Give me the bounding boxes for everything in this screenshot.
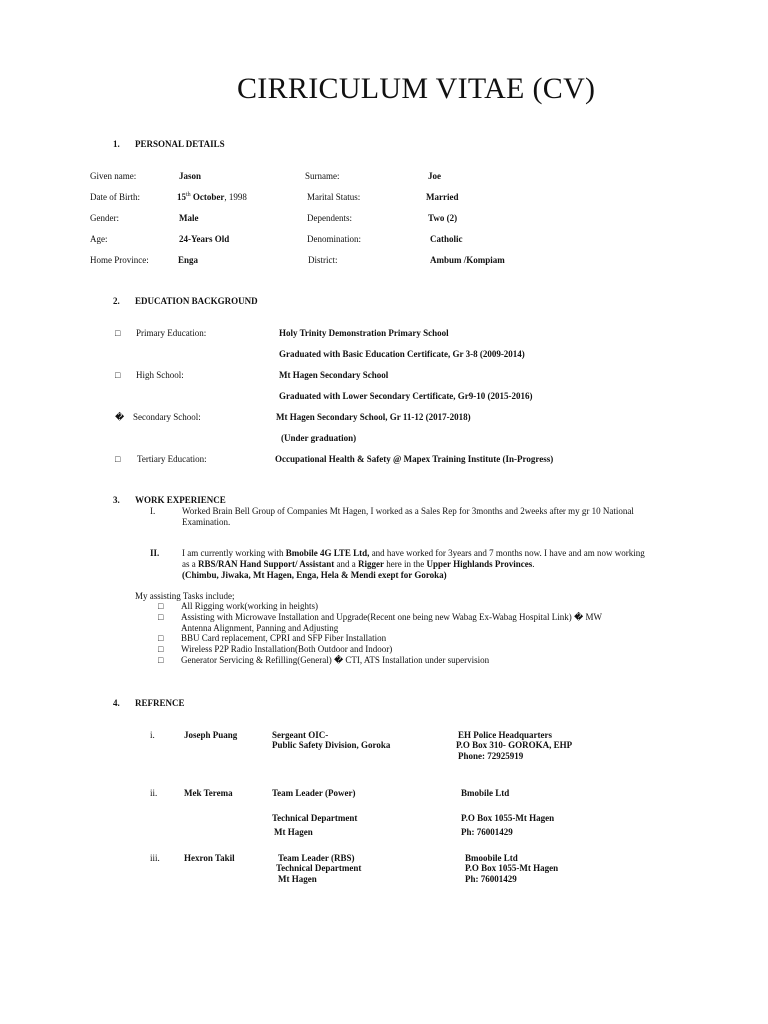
missing-glyph-icon: � <box>115 412 125 422</box>
work-item-1-text: Worked Brain Bell Group of Companies Mt Hagen, I worked as a Sales Rep for 3months and 2weeks after my gr 10 National Examination. <box>182 506 634 527</box>
section-heading-personal: PERSONAL DETAILS <box>135 139 225 149</box>
task-item: Assisting with Microwave Installation and Upgrade(Recent one being new Wabag Ex-Wabag Hospital Link) � MW <box>181 612 603 622</box>
district-value: Ambum /Kompiam <box>430 255 505 265</box>
district-label: District: <box>308 255 338 265</box>
reference-number: ii. <box>150 788 158 798</box>
high-school-label: High School: <box>136 370 184 380</box>
given-name-label: Given name: <box>90 171 137 181</box>
primary-label: Primary Education: <box>136 328 207 338</box>
section-heading-education: EDUCATION BACKGROUND <box>135 296 258 306</box>
dob-month: October <box>190 192 225 202</box>
surname-value: Joe <box>428 171 441 181</box>
section-number-reference: 4. <box>113 698 120 708</box>
work-text: I am currently working with <box>182 548 286 558</box>
reference-name: Joseph Puang <box>184 730 238 740</box>
age-label: Age: <box>90 234 108 244</box>
box-bullet-icon: □ <box>115 370 121 380</box>
section-heading-work: WORK EXPERIENCE <box>135 495 226 505</box>
task-item: Antenna Alignment, Panning and Adjusting <box>181 623 339 633</box>
dob-day: 15 <box>177 192 186 202</box>
work-company: Bmobile 4G LTE Ltd, <box>285 548 370 558</box>
task-item: All Rigging work(working in heights) <box>181 601 318 611</box>
primary-school: Holy Trinity Demonstration Primary School <box>279 328 449 338</box>
work-item-number: II. <box>150 548 160 558</box>
secondary-school: Mt Hagen Secondary School, Gr 11-12 (2017-2018) <box>276 412 471 422</box>
province-value: Enga <box>178 255 199 265</box>
work-text: . <box>532 559 535 569</box>
tertiary-school: Occupational Health & Safety @ Mapex Training Institute (In-Progress) <box>275 454 554 464</box>
box-bullet-icon: □ <box>158 655 164 665</box>
box-bullet-icon: □ <box>158 612 164 622</box>
province-label: Home Province: <box>90 255 149 265</box>
dob-suffix: th <box>186 192 191 198</box>
dob-label: Date of Birth: <box>90 192 140 202</box>
reference-role: Sergeant OIC- <box>272 730 329 740</box>
reference-name: Hexron Takil <box>184 853 235 863</box>
reference-location: Bmobile Ltd <box>461 788 510 798</box>
box-bullet-icon: □ <box>158 633 164 643</box>
given-name-value: Jason <box>179 171 202 181</box>
work-item-number: I. <box>150 506 156 516</box>
reference-role: Technical Department <box>276 863 362 873</box>
box-bullet-icon: □ <box>158 601 164 611</box>
reference-role: Public Safety Division, Goroka <box>272 740 391 750</box>
reference-location: EH Police Headquarters <box>458 730 552 740</box>
reference-location: P.O Box 310- GOROKA, EHP <box>456 740 573 750</box>
reference-number: i. <box>150 730 155 740</box>
reference-location: P.O Box 1055-Mt Hagen <box>465 863 559 873</box>
work-text: and have worked for 3years and 7 months now. I have and am now working as a <box>182 548 645 569</box>
reference-role: Team Leader (Power) <box>272 788 356 798</box>
denomination-label: Denomination: <box>307 234 361 244</box>
reference-location: P.O Box 1055-Mt Hagen <box>461 813 555 823</box>
marital-label: Marital Status: <box>307 192 361 202</box>
reference-phone: Ph: 76001429 <box>465 874 517 884</box>
secondary-label: Secondary School: <box>133 412 201 422</box>
reference-role: Mt Hagen <box>278 874 317 884</box>
reference-location: Bmoobile Ltd <box>465 853 518 863</box>
tertiary-label: Tertiary Education: <box>137 454 207 464</box>
surname-label: Surname: <box>305 171 340 181</box>
box-bullet-icon: □ <box>115 328 121 338</box>
reference-phone: Ph: 76001429 <box>461 827 513 837</box>
work-region: Upper Highlands Provinces <box>426 559 533 569</box>
section-number-work: 3. <box>113 495 120 505</box>
work-provinces: (Chimbu, Jiwaka, Mt Hagen, Enga, Hela & Mendi exept for Goroka) <box>182 570 447 580</box>
box-bullet-icon: □ <box>158 644 164 654</box>
dob-value <box>177 192 247 202</box>
work-text: and a <box>334 559 359 569</box>
document-title: CIRRICULUM VITAE (CV) <box>237 72 596 105</box>
gender-label: Gender: <box>90 213 119 223</box>
box-bullet-icon: □ <box>115 454 121 464</box>
high-school-graduation: Graduated with Lower Secondary Certificate, Gr9-10 (2015-2016) <box>279 391 533 401</box>
tasks-intro: My assisting Tasks include; <box>135 591 235 601</box>
gender-value: Male <box>179 213 199 223</box>
dependents-label: Dependents: <box>307 213 352 223</box>
reference-phone: Phone: 72925919 <box>458 751 524 761</box>
section-heading-reference: REFRENCE <box>135 698 185 708</box>
work-item-2-text <box>182 548 652 581</box>
reference-number: iii. <box>150 853 160 863</box>
age-value: 24-Years Old <box>179 234 230 244</box>
high-school-name: Mt Hagen Secondary School <box>279 370 389 380</box>
secondary-note: (Under graduation) <box>281 433 357 443</box>
reference-role: Team Leader (RBS) <box>278 853 355 863</box>
task-item: Generator Servicing & Refilling(General) � CTI, ATS Installation under supervision <box>181 655 490 665</box>
work-text: here in the <box>384 559 427 569</box>
task-item: Wireless P2P Radio Installation(Both Outdoor and Indoor) <box>181 644 393 654</box>
reference-role: Technical Department <box>272 813 358 823</box>
task-item: BBU Card replacement, CPRI and SFP Fiber Installation <box>181 633 387 643</box>
dob-year: , 1998 <box>224 192 247 202</box>
primary-graduation: Graduated with Basic Education Certificate, Gr 3-8 (2009-2014) <box>279 349 525 359</box>
work-rigger: Rigger <box>358 559 385 569</box>
section-number-personal: 1. <box>113 139 120 149</box>
dependents-value: Two (2) <box>428 213 458 223</box>
section-number-education: 2. <box>113 296 120 306</box>
reference-name: Mek Terema <box>184 788 233 798</box>
denomination-value: Catholic <box>430 234 463 244</box>
marital-value: Married <box>426 192 459 202</box>
reference-role: Mt Hagen <box>274 827 313 837</box>
work-role: RBS/RAN Hand Support/ Assistant <box>198 559 335 569</box>
